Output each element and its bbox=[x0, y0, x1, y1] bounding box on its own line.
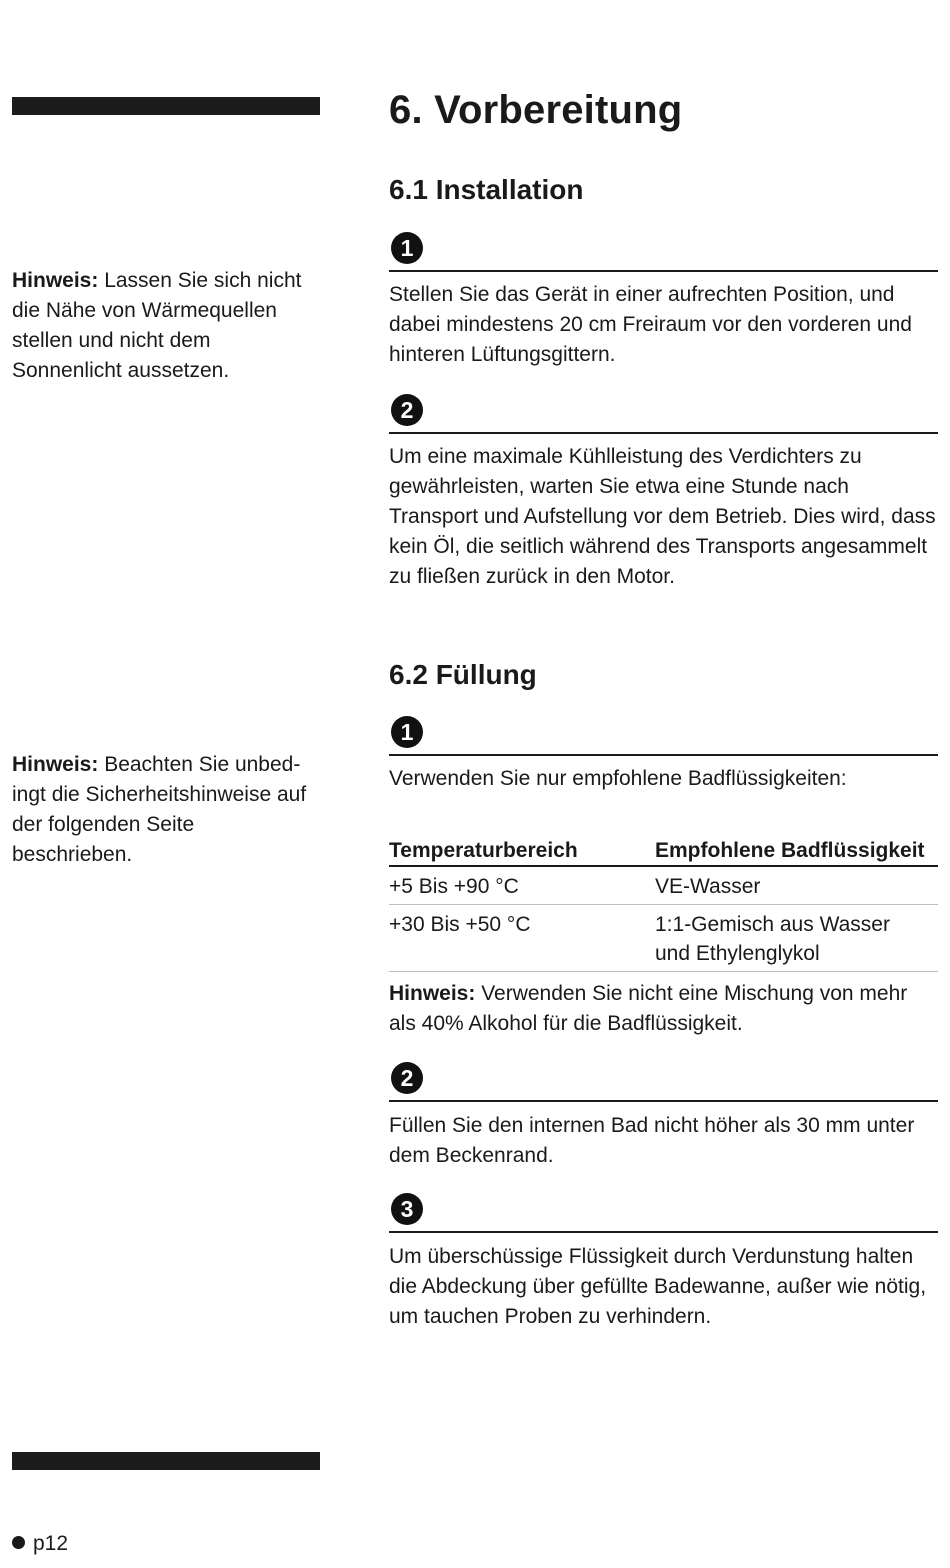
step-number-badge: 1 bbox=[391, 716, 423, 748]
step-text: Um überschüssige Flüssigkeit durch Verdunstung halten die Abdeckung über gefüllte Badewanne, außer wie nötig, um tauchen Proben zu verhindern. bbox=[389, 1245, 927, 1328]
sidebar-note-safety bbox=[12, 750, 312, 870]
step-number-badge: 3 bbox=[391, 1193, 423, 1225]
table-note bbox=[389, 979, 939, 1039]
table-cell: +30 Bis +50 °C bbox=[389, 905, 655, 972]
step-marker bbox=[389, 1193, 938, 1233]
note-text: Lassen Sie sich nicht die Nähe von Wärmequellen stellen und nicht dem Sonnenlicht aussetzen. bbox=[12, 269, 302, 382]
table-row bbox=[389, 905, 938, 972]
step-text: Um eine maximale Kühlleistung des Verdichters zu gewährleisten, warten Sie etwa eine Stunde nach Transport und Aufstellung vor dem Betrieb. Dies wird, dass kein Öl, die seitlich während des Transports angesammelt zu fließen zurück in den Motor. bbox=[389, 445, 936, 588]
note-text: Beachten Sie unbed-ingt die Sicherheitshinweise auf der folgenden Seite beschrieben. bbox=[12, 753, 307, 866]
section-heading-filling: 6.2 Füllung bbox=[389, 659, 537, 690]
bath-fluid-table bbox=[389, 835, 938, 972]
note-label: Hinweis: bbox=[389, 982, 476, 1005]
sidebar-top-bar bbox=[12, 97, 320, 115]
column-header: Empfohlene Badflüssigkeit bbox=[655, 835, 938, 866]
step-number-badge: 2 bbox=[391, 394, 423, 426]
step-text: Stellen Sie das Gerät in einer aufrechten Position, und dabei mindestens 20 cm Freiraum vor den vorderen und hinteren Lüftungsgittern. bbox=[389, 283, 912, 366]
step-number-badge: 1 bbox=[391, 232, 423, 264]
bullet-icon bbox=[12, 1536, 25, 1549]
step-marker bbox=[389, 1062, 938, 1102]
page-title: 6. Vorbereitung bbox=[389, 88, 683, 132]
note-label: Hinweis: bbox=[12, 753, 99, 776]
table-row bbox=[389, 866, 938, 905]
note-label: Hinweis: bbox=[12, 269, 99, 292]
table-cell: VE-Wasser bbox=[655, 866, 938, 905]
step-marker bbox=[389, 394, 938, 434]
table-header-row bbox=[389, 835, 938, 866]
column-header: Temperaturbereich bbox=[389, 835, 655, 866]
section-heading-installation: 6.1 Installation bbox=[389, 174, 584, 205]
step-text: Verwenden Sie nur empfohlene Badflüssigkeiten: bbox=[389, 767, 847, 790]
step-marker bbox=[389, 716, 938, 756]
table-cell: 1:1-Gemisch aus Wasser und Ethylenglykol bbox=[655, 905, 938, 972]
note-text: Verwenden Sie nicht eine Mischung von mehr als 40% Alkohol für die Badflüssigkeit. bbox=[389, 982, 908, 1035]
sidebar-bottom-bar bbox=[12, 1452, 320, 1470]
step-marker bbox=[389, 232, 938, 272]
page-footer bbox=[12, 1532, 68, 1556]
sidebar-note-heat bbox=[12, 266, 312, 386]
step-text: Füllen Sie den internen Bad nicht höher als 30 mm unter dem Beckenrand. bbox=[389, 1114, 915, 1167]
page-number: p12 bbox=[33, 1532, 69, 1555]
step-number-badge: 2 bbox=[391, 1062, 423, 1094]
table-cell: +5 Bis +90 °C bbox=[389, 866, 655, 905]
